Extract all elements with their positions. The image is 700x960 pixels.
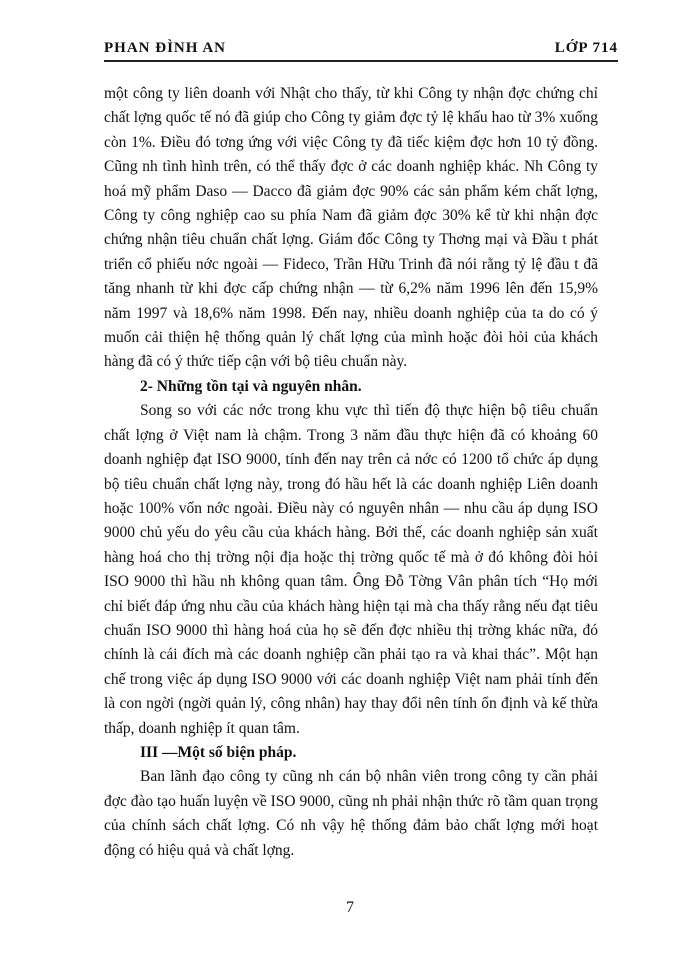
- section-heading-solutions: III —Một số biện pháp.: [140, 743, 297, 761]
- page-number: 7: [346, 899, 354, 916]
- header-author: PHAN ĐÌNH AN: [104, 40, 227, 56]
- document-body: [104, 82, 598, 863]
- paragraph-problems: Song so với các nớc trong khu vực thì tiến độ thực hiện bộ tiêu chuẩn chất lợng ở Việt nam là chậm. Trong 3 năm đầu thực hiện đã có khoảng 60 doanh nghiệp đạt ISO 9000, tính đến nay trên cả nớc có 1200 tổ chức áp dụng bộ tiêu chuẩn chất lợng này, trong đó hầu hết là các doanh nghiệp Liên doanh hoặc 100% vốn nớc ngoài. Điều này có nguyên nhân — nhu cầu áp dụng ISO 9000 chủ yếu do yêu cầu của khách hàng. Bởi thế, các doanh nghiệp sản xuất hàng hoá cho thị trờng nội địa hoặc thị trờng quốc tế mà ở đó không đòi hỏi ISO 9000 thì hầu nh không quan tâm. Ông Đỗ Tờng Vân phân tích “Họ mới chỉ biết đáp ứng nhu cầu của khách hàng hiện tại mà cha thấy rằng nếu đạt tiêu chuẩn ISO 9000 thì hàng hoá của họ sẽ đến đợc nhiều thị trờng khác nữa, đó chính là cái đích mà các doanh nghiệp cần phải tạo ra và khai thác”. Một hạn chế trong việc áp dụng ISO 9000 với các doanh nghiệp Việt nam phải tính đến là con ngời (ngời quản lý, công nhân) hay thay đổi nên tính ổn định và kế thừa thấp, doanh nghiệp ít quan tâm.: [104, 402, 598, 737]
- page-header: [104, 38, 618, 62]
- header-class: LỚP 714: [554, 40, 618, 56]
- section-heading-problems: 2- Những tồn tại và nguyên nhân.: [140, 377, 362, 395]
- paragraph-intro: một công ty liên doanh với Nhật cho thấy, từ khi Công ty nhận đợc chứng chỉ chất lợng quốc tế nó đã giúp cho Công ty giảm đợc tỷ lệ khấu hao từ 3% xuống còn 1%. Điều đó tơng ứng với việc Công ty đã tiếc kiệm đợc hơn 10 tỷ đồng. Cũng nh tình hình trên, có thể thấy đợc ở các doanh nghiệp khác. Nh Công ty hoá mỹ phẩm Daso — Dacco đã giảm đợc 90% các sản phẩm kém chất lợng, Công ty công nghiệp cao su phía Nam đã giảm đợc 30% kể từ khi nhận đợc chứng nhận tiêu chuẩn chất lợng. Giám đốc Công ty Thơng mại và Đầu t phát triển cổ phiếu nớc ngoài — Fideco, Trần Hữu Trinh đã nói rằng tỷ lệ đầu t đã tăng nhanh từ khi đợc cấp chứng nhận — từ 6,2% năm 1996 lên đến 15,9% năm 1997 và 18,6% năm 1998. Đến nay, nhiều doanh nghiệp của ta do có ý muốn cải thiện hệ thống quản lý chất lợng của mình hoặc đòi hỏi của khách hàng đã có ý thức tiếp cận với bộ tiêu chuẩn này.: [104, 85, 598, 371]
- paragraph-solutions: Ban lãnh đạo công ty cũng nh cán bộ nhân viên trong công ty cần phải đợc đào tạo huấn luyện về ISO 9000, cũng nh phải nhận thức rõ tầm quan trọng của chính sách chất lợng. Có nh vậy hệ thống đảm bảo chất lợng mới hoạt động có hiệu quả và chất lợng.: [104, 768, 598, 859]
